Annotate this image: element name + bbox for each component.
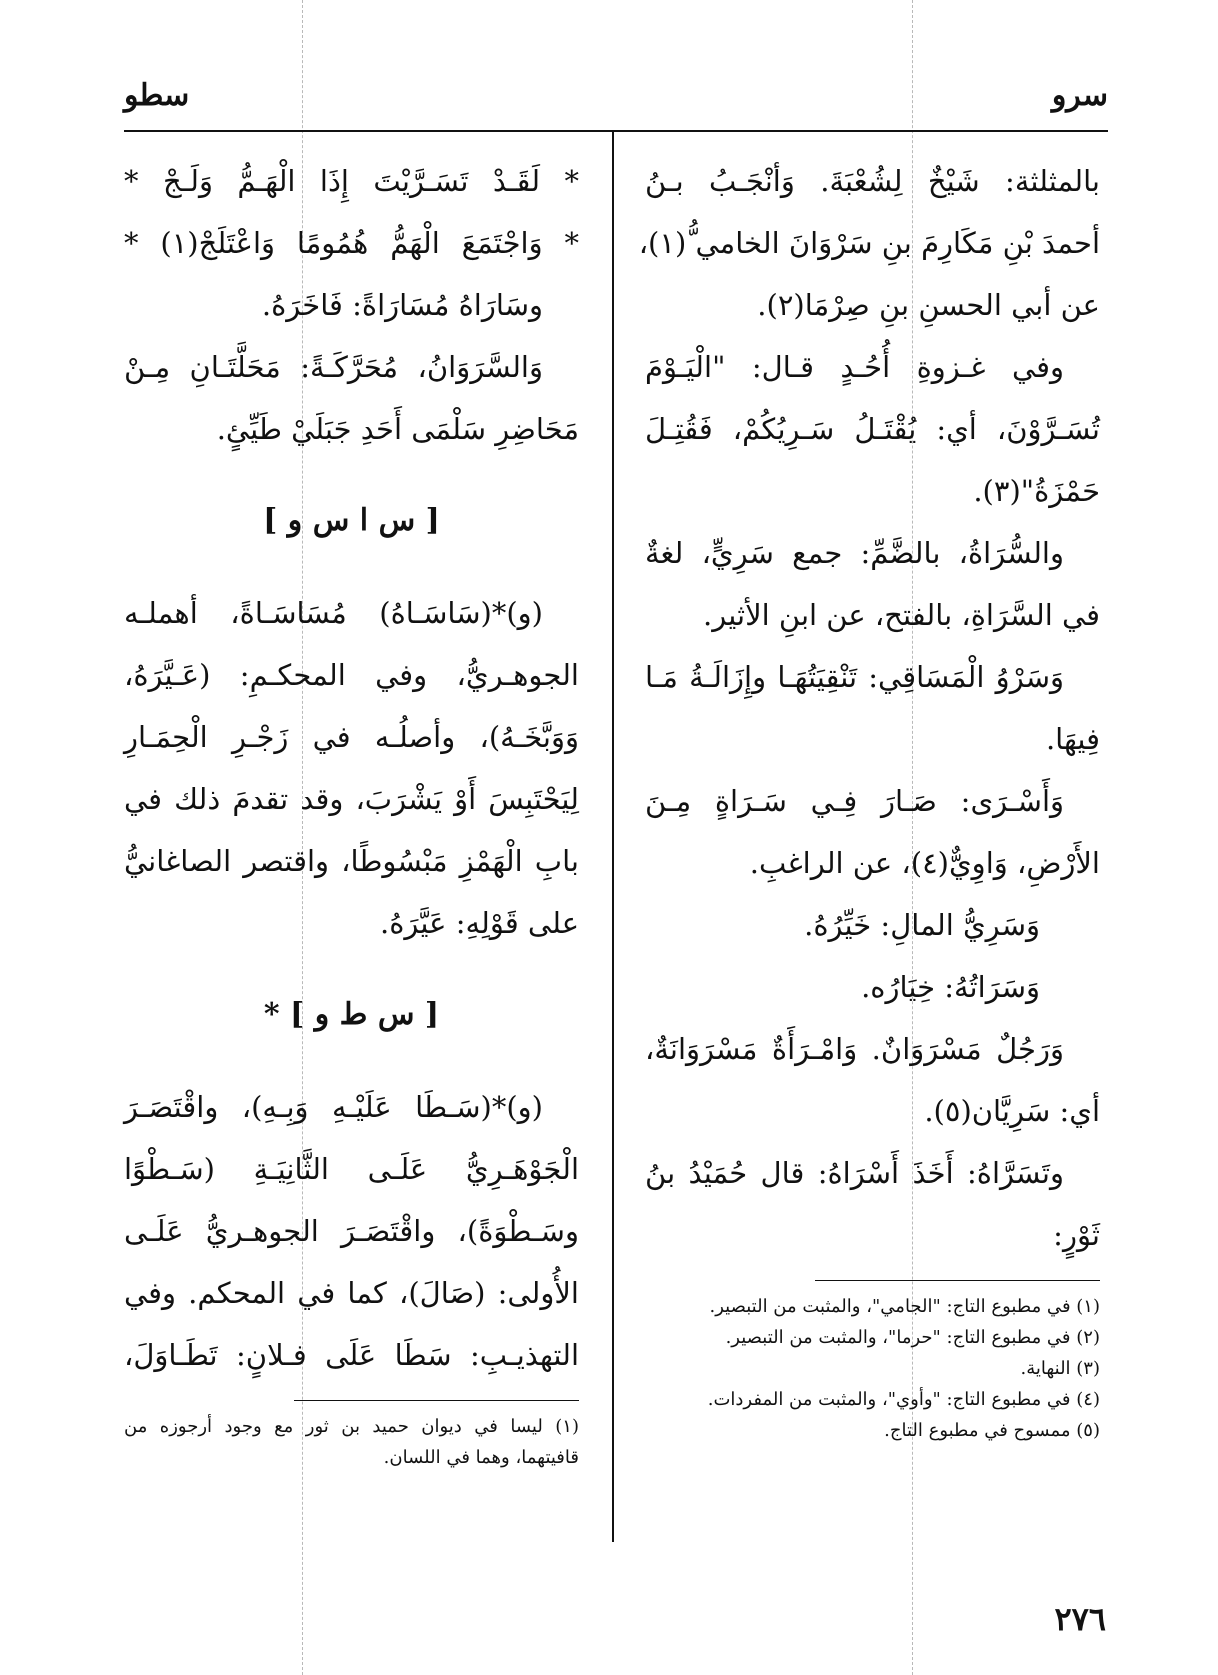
- header-rule: [124, 130, 1108, 132]
- text-line: وتَسَرَّاهُ: أَخَذَ أَسْرَاهُ: قال حُمَيْدُ بنُ: [645, 1156, 1064, 1190]
- text-line: وفي غـزوةِ أُحُـدٍ قـال: "الْيَـوْمَ: [645, 350, 1064, 384]
- footnote-rule: [815, 1280, 1100, 1281]
- text-line: والسُّرَاةُ، بالضَّمِّ: جمع سَرِيٍّ، لغةٌ: [645, 536, 1064, 570]
- text-line: مَحَاضِرِ سَلْمَى أَحَدِ جَبَلَيْ طَيِّئٍ.: [216, 412, 579, 446]
- text-line: فِيهَا.: [1045, 722, 1100, 756]
- header-left-word: سطو: [124, 78, 190, 113]
- text-line: وسَارَاهُ مُسَارَاةً: فَاخَرَهُ.: [261, 288, 543, 322]
- header-right-word: سرو: [1051, 78, 1108, 113]
- left-text-block: [124, 1076, 579, 1386]
- text-line: وَوَبَّخَـهُ)، وأصلُـه في زَجْـرِ الْحِمَـارِ: [124, 720, 579, 754]
- text-line: ثَوْرٍ:: [1053, 1218, 1100, 1252]
- running-header: [124, 78, 1108, 128]
- text-line: وَسَرَاتُهُ: خِيَارُه.: [861, 970, 1040, 1004]
- footnote: (٢) في مطبوع التاج: "حرما"، والمثبت من التبصير.: [725, 1327, 1100, 1348]
- text-line: التهذيـبِ: سَطَا عَلَى فـلانٍ: تَطَـاوَلَ،: [124, 1338, 579, 1372]
- text-line: في السَّرَاةِ، بالفتح، عن ابنِ الأثير.: [703, 598, 1100, 632]
- text-line: أي: سَرِيَّان(٥).: [924, 1094, 1100, 1128]
- text-line: بابِ الْهَمْزِ مَبْسُوطًا، واقتصر الصاغانيُّ: [124, 844, 579, 878]
- footnote: (٣) النهاية.: [1020, 1358, 1100, 1379]
- footnote: (٤) في مطبوع التاج: "وأوي"، والمثبت من المفردات.: [707, 1389, 1100, 1410]
- text-line: الْجَوْهَـرِيُّ عَلَـى الثَّانِيَـةِ (سَـطْوًا: [124, 1152, 579, 1186]
- text-line: تُسَـرَّوْنَ، أي: يُقْتَـلُ سَـرِيُكُمْ، فَقُتِـلَ: [645, 412, 1100, 446]
- text-line: حَمْزَةُ"(٣).: [973, 474, 1100, 508]
- text-line: وَالسَّرَوَانُ، مُحَرَّكَـةً: مَحَلَّتَـانِ مِـنْ: [124, 350, 543, 384]
- column-divider: [612, 132, 614, 1542]
- right-footnotes: [645, 1291, 1100, 1446]
- footnote-rule: [294, 1400, 579, 1401]
- text-line: وسَـطْوَةً)، واقْتَصَـرَ الجوهـريُّ عَلَـى: [124, 1214, 579, 1248]
- page-number: ٢٧٦: [1054, 1600, 1106, 1638]
- text-line: (و)*(سَاسَـاهُ) مُسَاسَـاةً، أهملـه: [124, 596, 543, 630]
- verse-line: * لَقَـدْ تَسَـرَّيْتَ إِذَا الْهَـمُّ وَلَـجْ *: [124, 164, 579, 198]
- entry-heading-sasw: [ س ا س و ]: [263, 503, 440, 538]
- text-line: أحمدَ بْنِ مَكَارِمَ بنِ سَرْوَانَ الخامي ُّ(١)،: [638, 226, 1100, 260]
- entry-heading-satw: [ س ط و ] *: [263, 997, 440, 1032]
- left-text-block: [124, 274, 579, 460]
- text-line: بالمثلثة: شَيْخٌ لِشُعْبَةَ. وَأنْجَـبُ بـنُ: [645, 164, 1100, 198]
- text-line: وَأَسْـرَى: صَـارَ فِـي سَـرَاةٍ مِـنَ: [645, 784, 1064, 818]
- footnote: (١) في مطبوع التاج: "الجامي"، والمثبت من التبصير.: [709, 1296, 1100, 1317]
- text-line: الأَرْضِ، وَاوِيٌّ(٤)، عن الراغبِ.: [749, 846, 1100, 880]
- left-column: [124, 150, 579, 1473]
- text-line: وَرَجُلٌ مَسْرَوَانٌ. وَامْـرَأَةٌ مَسْرَوَانَةٌ،: [645, 1032, 1064, 1066]
- verse-line: * وَاجْتَمَعَ الْهَمُّ هُمُومًا وَاعْتَلَجْ(١) *: [124, 226, 579, 260]
- footnote: (٥) ممسوح في مطبوع التاج.: [884, 1420, 1100, 1441]
- text-line: الأُولى: (صَالَ)، كما في المحكم. وفي: [124, 1276, 579, 1310]
- right-column: [638, 150, 1100, 1446]
- text-line: على قَوْلِهِ: عَيَّرَهُ.: [380, 906, 579, 940]
- text-line: وَسَرِيُّ المالِ: خَيِّرُهُ.: [804, 908, 1040, 942]
- left-text-block: [124, 582, 579, 954]
- text-line: لِيَحْتَبِسَ أَوْ يَشْرَبَ، وقد تقدمَ ذلك في: [124, 782, 579, 816]
- footnote: (١) ليسا في ديوان حميد بن ثور مع وجود أرجوزه من قافيتهما، وهما في اللسان.: [124, 1416, 579, 1468]
- text-line: (و)*(سَـطَا عَلَيْـهِ وَبِـهِ)، واقْتَصَـرَ: [124, 1090, 543, 1124]
- right-column-text: [638, 150, 1100, 1266]
- text-line: عن أبي الحسنِ بنِ صِرْمَا(٢).: [757, 288, 1100, 322]
- text-line: الجوهـريُّ، وفي المحكـمِ: (عَـيَّرَهُ،: [124, 658, 579, 692]
- text-line: وَسَرْوُ الْمَسَاقِي: تَنْقِيَتُهَـا وإِزَالَـةُ مَـا: [645, 660, 1064, 694]
